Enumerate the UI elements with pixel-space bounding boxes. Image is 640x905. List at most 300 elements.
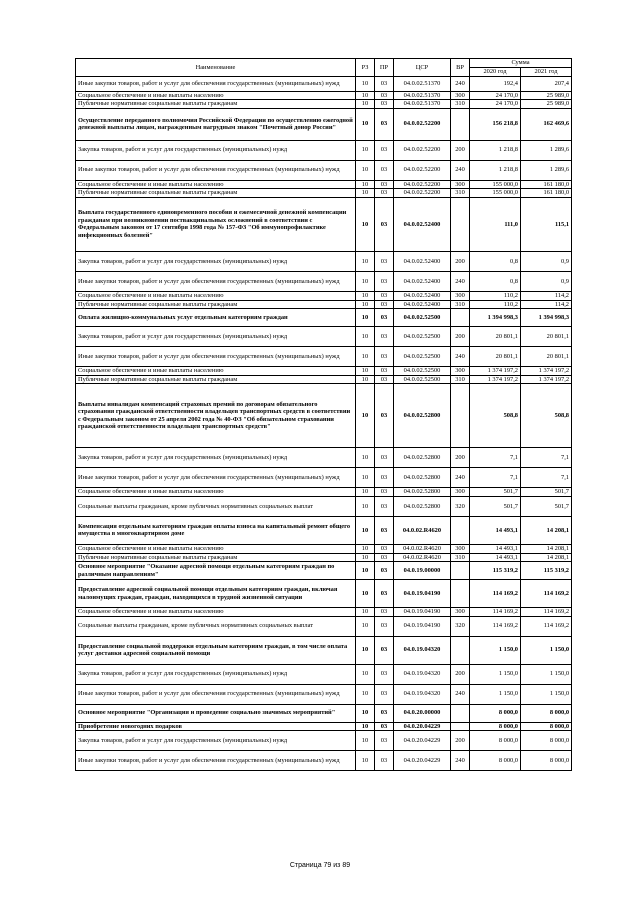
row-sum-2021: 25 989,0 [521, 100, 572, 109]
table-row [76, 722, 572, 731]
row-sum-2020: 8 000,0 [470, 722, 521, 731]
budget-table-page [75, 58, 571, 771]
row-sum-2021: 114,2 [521, 300, 572, 309]
row-pr: 03 [375, 347, 394, 367]
row-sum-2020: 0,8 [470, 271, 521, 291]
row-name: Социальное обеспечение и иные выплаты населению [76, 367, 356, 376]
row-sum-2021: 0,9 [521, 251, 572, 271]
row-pr: 03 [375, 251, 394, 271]
row-sum-2020: 114 169,2 [470, 616, 521, 636]
row-rz: 10 [356, 300, 375, 309]
row-vr: 200 [451, 251, 470, 271]
row-sum-2020: 1 150,0 [470, 636, 521, 664]
row-sum-2020: 14 493,1 [470, 516, 521, 544]
row-sum-2021: 1 150,0 [521, 636, 572, 664]
row-sum-2021: 115 319,2 [521, 562, 572, 580]
row-sum-2021: 501,7 [521, 488, 572, 497]
table-row [76, 140, 572, 160]
row-csr: 04.0.02.R4620 [394, 553, 451, 562]
row-csr: 04.0.02.52400 [394, 197, 451, 251]
row-name: Публичные нормативные социальные выплаты гражданам [76, 300, 356, 309]
table-row [76, 731, 572, 751]
row-csr: 04.0.20.04229 [394, 751, 451, 771]
row-sum-2021: 8 000,0 [521, 731, 572, 751]
table-row [76, 375, 572, 384]
row-pr: 03 [375, 751, 394, 771]
row-name: Закупка товаров, работ и услуг для государственных (муниципальных) нужд [76, 731, 356, 751]
row-sum-2020: 1 374 197,2 [470, 375, 521, 384]
row-sum-2021: 1 374 197,2 [521, 375, 572, 384]
row-name: Основное мероприятие "Оказание адресной помощи отдельным категориям граждан по различным направлениям" [76, 562, 356, 580]
row-csr: 04.0.02.52500 [394, 309, 451, 327]
header-name: Наименование [76, 59, 356, 77]
row-csr: 04.0.19.04320 [394, 664, 451, 684]
row-rz: 10 [356, 448, 375, 468]
header-vr: ВР [451, 59, 470, 77]
row-sum-2020: 114 169,2 [470, 580, 521, 608]
table-row [76, 516, 572, 544]
row-sum-2021: 8 000,0 [521, 704, 572, 722]
table-row [76, 496, 572, 516]
row-pr: 03 [375, 731, 394, 751]
row-vr: 240 [451, 468, 470, 488]
table-row [76, 684, 572, 704]
row-pr: 03 [375, 180, 394, 189]
row-rz: 10 [356, 731, 375, 751]
row-csr: 04.0.02.52200 [394, 160, 451, 180]
row-vr: 320 [451, 616, 470, 636]
row-sum-2021: 14 208,1 [521, 553, 572, 562]
row-name: Основное мероприятие "Организация и проведение социально значимых мероприятий" [76, 704, 356, 722]
table-row [76, 544, 572, 553]
row-csr: 04.0.02.52400 [394, 291, 451, 300]
row-rz: 10 [356, 580, 375, 608]
row-csr: 04.0.20.00000 [394, 704, 451, 722]
row-vr: 310 [451, 553, 470, 562]
table-row [76, 291, 572, 300]
row-sum-2020: 1 150,0 [470, 664, 521, 684]
row-sum-2020: 20 801,1 [470, 327, 521, 347]
row-sum-2020: 110,2 [470, 300, 521, 309]
row-sum-2020: 1 150,0 [470, 684, 521, 704]
row-rz: 10 [356, 608, 375, 617]
row-sum-2020: 8 000,0 [470, 731, 521, 751]
row-pr: 03 [375, 384, 394, 448]
row-rz: 10 [356, 309, 375, 327]
row-pr: 03 [375, 544, 394, 553]
row-rz: 10 [356, 367, 375, 376]
row-vr: 200 [451, 140, 470, 160]
row-csr: 04.0.02.52800 [394, 488, 451, 497]
row-csr: 04.0.02.51370 [394, 76, 451, 91]
table-row [76, 608, 572, 617]
row-name: Закупка товаров, работ и услуг для государственных (муниципальных) нужд [76, 664, 356, 684]
row-vr: 300 [451, 367, 470, 376]
row-sum-2020: 1 218,8 [470, 140, 521, 160]
row-name: Предоставление адресной социальной помощи отдельным категориям граждан, включая малоимущих граждан, граждан, находящихся в трудной жизненной ситуации [76, 580, 356, 608]
row-name: Иные закупки товаров, работ и услуг для обеспечения государственных (муниципальных) нужд [76, 751, 356, 771]
row-name: Социальные выплаты гражданам, кроме публичных нормативных социальных выплат [76, 496, 356, 516]
row-vr [451, 108, 470, 140]
row-sum-2021: 8 000,0 [521, 722, 572, 731]
row-sum-2021: 115,1 [521, 197, 572, 251]
row-pr: 03 [375, 189, 394, 198]
row-sum-2020: 14 493,1 [470, 553, 521, 562]
row-name: Приобретение новогодних подарков [76, 722, 356, 731]
row-rz: 10 [356, 553, 375, 562]
table-row [76, 76, 572, 91]
row-vr: 310 [451, 100, 470, 109]
row-name: Иные закупки товаров, работ и услуг для обеспечения государственных (муниципальных) нужд [76, 76, 356, 91]
row-sum-2021: 1 289,6 [521, 160, 572, 180]
row-rz: 10 [356, 180, 375, 189]
row-name: Выплата государственного единовременного пособия и ежемесячной денежной компенсации гражданам при возникновении поствакцинальных осложнений в соответствии с Федеральным законом от 17 сентября 1998 года № 157-ФЗ "Об иммунопрофилактике инфекционных болезней" [76, 197, 356, 251]
table-row [76, 384, 572, 448]
row-sum-2020: 8 000,0 [470, 704, 521, 722]
row-name: Иные закупки товаров, работ и услуг для обеспечения государственных (муниципальных) нужд [76, 160, 356, 180]
table-row [76, 468, 572, 488]
row-name: Иные закупки товаров, работ и услуг для обеспечения государственных (муниципальных) нужд [76, 684, 356, 704]
row-pr: 03 [375, 562, 394, 580]
row-vr [451, 636, 470, 664]
row-rz: 10 [356, 271, 375, 291]
row-sum-2021: 1 150,0 [521, 664, 572, 684]
row-vr: 300 [451, 608, 470, 617]
row-pr: 03 [375, 664, 394, 684]
row-vr: 240 [451, 684, 470, 704]
table-row [76, 160, 572, 180]
row-sum-2020: 8 000,0 [470, 751, 521, 771]
row-name: Публичные нормативные социальные выплаты гражданам [76, 375, 356, 384]
row-sum-2021: 508,8 [521, 384, 572, 448]
row-pr: 03 [375, 496, 394, 516]
row-sum-2021: 25 989,0 [521, 91, 572, 100]
row-pr: 03 [375, 553, 394, 562]
row-pr: 03 [375, 722, 394, 731]
row-name: Закупка товаров, работ и услуг для государственных (муниципальных) нужд [76, 140, 356, 160]
row-csr: 04.0.20.04229 [394, 731, 451, 751]
row-name: Публичные нормативные социальные выплаты гражданам [76, 189, 356, 198]
table-row [76, 180, 572, 189]
row-csr: 04.0.02.52200 [394, 180, 451, 189]
row-vr: 240 [451, 751, 470, 771]
row-rz: 10 [356, 291, 375, 300]
row-name: Социальное обеспечение и иные выплаты населению [76, 91, 356, 100]
row-sum-2021: 20 801,1 [521, 327, 572, 347]
row-csr: 04.0.02.52800 [394, 384, 451, 448]
table-row [76, 300, 572, 309]
row-name: Социальное обеспечение и иные выплаты населению [76, 488, 356, 497]
row-pr: 03 [375, 291, 394, 300]
row-pr: 03 [375, 636, 394, 664]
row-sum-2020: 114 169,2 [470, 608, 521, 617]
row-pr: 03 [375, 580, 394, 608]
row-pr: 03 [375, 468, 394, 488]
row-pr: 03 [375, 375, 394, 384]
table-row [76, 108, 572, 140]
header-pr: ПР [375, 59, 394, 77]
row-name: Социальное обеспечение и иные выплаты населению [76, 180, 356, 189]
row-pr: 03 [375, 76, 394, 91]
row-rz: 10 [356, 664, 375, 684]
row-csr: 04.0.02.52500 [394, 375, 451, 384]
row-vr: 300 [451, 544, 470, 553]
row-pr: 03 [375, 704, 394, 722]
row-csr: 04.0.02.52500 [394, 367, 451, 376]
row-rz: 10 [356, 189, 375, 198]
row-sum-2021: 20 801,1 [521, 347, 572, 367]
row-vr [451, 580, 470, 608]
row-sum-2020: 115 319,2 [470, 562, 521, 580]
row-pr: 03 [375, 100, 394, 109]
row-pr: 03 [375, 108, 394, 140]
row-name: Закупка товаров, работ и услуг для государственных (муниципальных) нужд [76, 448, 356, 468]
row-csr: 04.0.02.52400 [394, 271, 451, 291]
row-name: Социальное обеспечение и иные выплаты населению [76, 608, 356, 617]
row-pr: 03 [375, 197, 394, 251]
row-sum-2020: 0,8 [470, 251, 521, 271]
row-name: Оплата жилищно-коммунальных услуг отдельным категориям граждан [76, 309, 356, 327]
row-sum-2021: 0,9 [521, 271, 572, 291]
row-pr: 03 [375, 271, 394, 291]
row-pr: 03 [375, 140, 394, 160]
row-name: Иные закупки товаров, работ и услуг для обеспечения государственных (муниципальных) нужд [76, 347, 356, 367]
row-csr: 04.0.02.R4620 [394, 544, 451, 553]
row-vr [451, 704, 470, 722]
table-row [76, 488, 572, 497]
row-name: Иные закупки товаров, работ и услуг для обеспечения государственных (муниципальных) нужд [76, 271, 356, 291]
table-body [76, 76, 572, 771]
row-rz: 10 [356, 722, 375, 731]
row-sum-2020: 501,7 [470, 488, 521, 497]
row-name: Социальные выплаты гражданам, кроме публичных нормативных социальных выплат [76, 616, 356, 636]
row-sum-2021: 501,7 [521, 496, 572, 516]
row-csr: 04.0.19.04190 [394, 608, 451, 617]
row-vr: 300 [451, 488, 470, 497]
row-vr: 240 [451, 76, 470, 91]
row-csr: 04.0.02.52200 [394, 108, 451, 140]
row-rz: 10 [356, 516, 375, 544]
header-csr: ЦСР [394, 59, 451, 77]
row-vr: 200 [451, 664, 470, 684]
row-sum-2021: 114 169,2 [521, 580, 572, 608]
row-pr: 03 [375, 516, 394, 544]
row-csr: 04.0.02.52800 [394, 448, 451, 468]
row-rz: 10 [356, 496, 375, 516]
row-name: Публичные нормативные социальные выплаты гражданам [76, 100, 356, 109]
row-sum-2020: 1 218,8 [470, 160, 521, 180]
row-name: Компенсация отдельным категориям граждан оплаты взноса на капитальный ремонт общего имущества в многоквартирном доме [76, 516, 356, 544]
row-csr: 04.0.02.52200 [394, 140, 451, 160]
row-pr: 03 [375, 448, 394, 468]
row-vr [451, 309, 470, 327]
header-rz: РЗ [356, 59, 375, 77]
row-rz: 10 [356, 91, 375, 100]
table-row [76, 367, 572, 376]
row-vr: 300 [451, 291, 470, 300]
table-row [76, 271, 572, 291]
table-row [76, 616, 572, 636]
row-sum-2020: 110,2 [470, 291, 521, 300]
row-name: Предоставление социальной поддержки отдельным категориям граждан, в том числе оплата услуг доставки адресной социальной помощи [76, 636, 356, 664]
row-vr: 200 [451, 327, 470, 347]
row-vr: 300 [451, 91, 470, 100]
row-name: Социальное обеспечение и иные выплаты населению [76, 291, 356, 300]
row-rz: 10 [356, 616, 375, 636]
row-sum-2020: 24 170,0 [470, 100, 521, 109]
row-csr: 04.0.19.04320 [394, 684, 451, 704]
row-rz: 10 [356, 197, 375, 251]
row-csr: 04.0.19.04320 [394, 636, 451, 664]
table-row [76, 251, 572, 271]
row-rz: 10 [356, 544, 375, 553]
row-sum-2020: 192,4 [470, 76, 521, 91]
row-vr: 310 [451, 300, 470, 309]
row-csr: 04.0.02.52400 [394, 300, 451, 309]
row-pr: 03 [375, 367, 394, 376]
row-sum-2021: 14 208,1 [521, 516, 572, 544]
row-pr: 03 [375, 160, 394, 180]
row-sum-2020: 1 374 197,2 [470, 367, 521, 376]
row-rz: 10 [356, 160, 375, 180]
table-row [76, 636, 572, 664]
row-sum-2021: 1 374 197,2 [521, 367, 572, 376]
table-row [76, 347, 572, 367]
row-csr: 04.0.02.52200 [394, 189, 451, 198]
row-rz: 10 [356, 684, 375, 704]
table-row [76, 751, 572, 771]
row-sum-2020: 20 801,1 [470, 347, 521, 367]
row-sum-2021: 114 169,2 [521, 608, 572, 617]
row-vr: 240 [451, 347, 470, 367]
row-vr: 300 [451, 180, 470, 189]
row-vr [451, 197, 470, 251]
row-vr: 320 [451, 496, 470, 516]
row-pr: 03 [375, 91, 394, 100]
row-pr: 03 [375, 309, 394, 327]
row-sum-2021: 114 169,2 [521, 616, 572, 636]
row-sum-2021: 7,1 [521, 468, 572, 488]
row-name: Закупка товаров, работ и услуг для государственных (муниципальных) нужд [76, 251, 356, 271]
row-sum-2021: 14 208,1 [521, 544, 572, 553]
row-vr: 240 [451, 160, 470, 180]
row-csr: 04.0.02.52500 [394, 347, 451, 367]
row-sum-2020: 7,1 [470, 448, 521, 468]
row-sum-2020: 155 000,0 [470, 189, 521, 198]
row-vr: 200 [451, 731, 470, 751]
row-pr: 03 [375, 608, 394, 617]
table-row [76, 553, 572, 562]
budget-table [75, 58, 572, 771]
row-rz: 10 [356, 562, 375, 580]
row-vr: 200 [451, 448, 470, 468]
row-rz: 10 [356, 384, 375, 448]
row-csr: 04.0.19.04190 [394, 616, 451, 636]
row-name: Осуществление переданного полномочия Российской Федерации по осуществлению ежегодной денежной выплаты лицам, награжденным нагрудным знаком "Почетный донор России" [76, 108, 356, 140]
row-pr: 03 [375, 684, 394, 704]
row-csr: 04.0.02.52500 [394, 327, 451, 347]
row-rz: 10 [356, 251, 375, 271]
row-csr: 04.0.02.52800 [394, 468, 451, 488]
row-csr: 04.0.19.04190 [394, 580, 451, 608]
row-rz: 10 [356, 468, 375, 488]
row-sum-2020: 14 493,1 [470, 544, 521, 553]
row-rz: 10 [356, 751, 375, 771]
row-sum-2021: 161 180,0 [521, 180, 572, 189]
table-row [76, 309, 572, 327]
row-name: Иные закупки товаров, работ и услуг для обеспечения государственных (муниципальных) нужд [76, 468, 356, 488]
row-rz: 10 [356, 704, 375, 722]
row-csr: 04.0.02.52400 [394, 251, 451, 271]
row-sum-2021: 1 394 998,3 [521, 309, 572, 327]
row-pr: 03 [375, 300, 394, 309]
table-row [76, 100, 572, 109]
row-sum-2021: 1 289,6 [521, 140, 572, 160]
table-row [76, 448, 572, 468]
row-sum-2020: 7,1 [470, 468, 521, 488]
row-vr [451, 562, 470, 580]
row-rz: 10 [356, 488, 375, 497]
row-sum-2020: 156 218,8 [470, 108, 521, 140]
row-rz: 10 [356, 76, 375, 91]
row-vr: 310 [451, 189, 470, 198]
row-name: Публичные нормативные социальные выплаты гражданам [76, 553, 356, 562]
row-rz: 10 [356, 140, 375, 160]
row-pr: 03 [375, 488, 394, 497]
row-vr [451, 516, 470, 544]
row-sum-2021: 161 180,0 [521, 189, 572, 198]
row-sum-2020: 501,7 [470, 496, 521, 516]
row-csr: 04.0.02.51370 [394, 100, 451, 109]
row-rz: 10 [356, 327, 375, 347]
table-row [76, 704, 572, 722]
row-sum-2020: 155 000,0 [470, 180, 521, 189]
page-footer: Страница 79 из 89 [289, 862, 351, 869]
row-name: Социальное обеспечение и иные выплаты населению [76, 544, 356, 553]
row-name: Закупка товаров, работ и услуг для государственных (муниципальных) нужд [76, 327, 356, 347]
row-vr [451, 722, 470, 731]
header-sum: Сумма [470, 59, 572, 68]
row-rz: 10 [356, 375, 375, 384]
row-csr: 04.0.02.51370 [394, 91, 451, 100]
row-rz: 10 [356, 108, 375, 140]
row-csr: 04.0.20.04229 [394, 722, 451, 731]
table-row [76, 189, 572, 198]
table-row [76, 580, 572, 608]
table-row [76, 562, 572, 580]
row-rz: 10 [356, 347, 375, 367]
row-sum-2021: 207,4 [521, 76, 572, 91]
row-vr [451, 384, 470, 448]
table-row [76, 664, 572, 684]
row-sum-2021: 8 000,0 [521, 751, 572, 771]
row-sum-2020: 111,0 [470, 197, 521, 251]
row-sum-2021: 1 150,0 [521, 684, 572, 704]
row-sum-2021: 114,2 [521, 291, 572, 300]
row-csr: 04.0.02.52800 [394, 496, 451, 516]
row-pr: 03 [375, 616, 394, 636]
row-sum-2020: 1 394 998,3 [470, 309, 521, 327]
row-sum-2021: 7,1 [521, 448, 572, 468]
row-vr: 310 [451, 375, 470, 384]
row-pr: 03 [375, 327, 394, 347]
row-vr: 240 [451, 271, 470, 291]
header-2020: 2020 год [470, 68, 521, 77]
row-sum-2020: 508,8 [470, 384, 521, 448]
row-csr: 04.0.02.R4620 [394, 516, 451, 544]
row-csr: 04.0.19.00000 [394, 562, 451, 580]
table-row [76, 327, 572, 347]
